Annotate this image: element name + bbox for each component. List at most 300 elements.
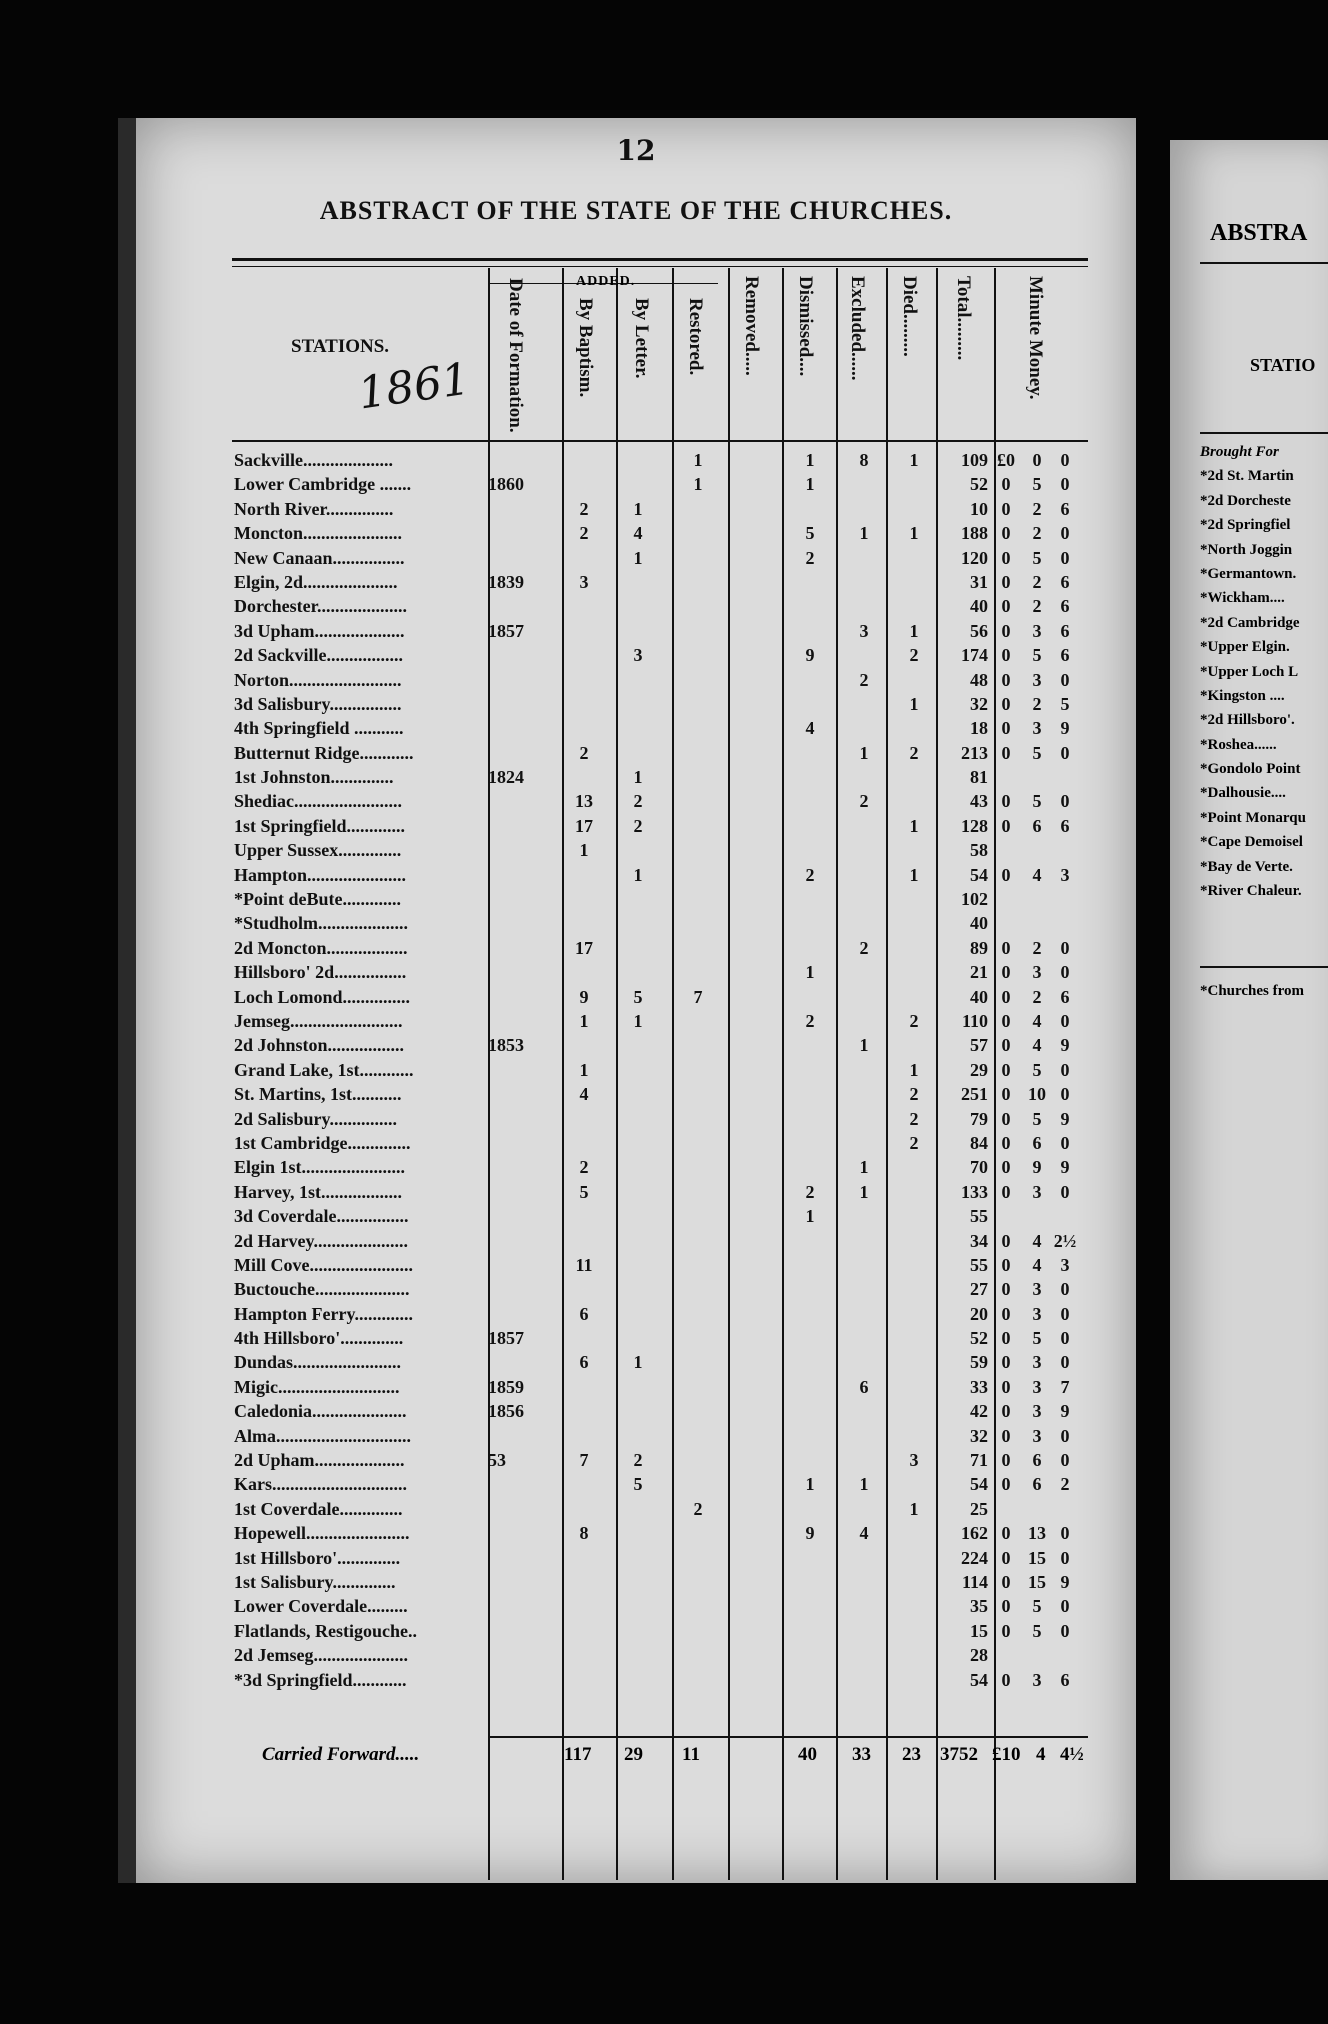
right-row: *2d Cambridge [1200,614,1300,631]
cell-name: *Studholm.................... [234,913,409,934]
cell-name: 3d Upham.................... [234,620,405,641]
cell-died: 1 [909,1059,919,1080]
table-row [232,692,1092,716]
cell-exc: 4 [859,1523,869,1544]
right-row: *Germantown. [1200,565,1297,582]
total-letter: 29 [624,1744,643,1765]
cell-m3: 0 [1060,1547,1070,1568]
cell-exc: 2 [859,791,869,812]
cell-m3: 0 [1060,1279,1070,1300]
cell-m3: 0 [1060,1328,1070,1349]
table-row [232,668,1092,692]
table-row [232,1204,1092,1228]
cell-exc: 1 [859,1157,869,1178]
cell-m1: 0 [1001,1474,1011,1495]
cell-name: Kars.............................. [234,1474,407,1495]
cell-m1: 0 [1001,571,1011,592]
date-header: Date of Formation. [505,278,526,433]
cell-tot: 10 [970,498,988,519]
table-row [232,1643,1092,1667]
right-row: *Upper Elgin. [1200,639,1290,656]
cell-bap: 17 [575,815,593,836]
total-members: 3752 [940,1744,978,1765]
cell-m2: 3 [1032,1401,1042,1422]
cell-name: 1st Cambridge.............. [234,1132,411,1153]
cell-name: Sackville.................... [234,450,394,470]
cell-m3: 6 [1060,645,1070,666]
cell-bap: 3 [579,571,589,592]
cell-name: 2d Salisbury............... [234,1108,398,1129]
right-row: *Cape Demoisel [1200,834,1303,851]
cell-died: 1 [909,620,919,641]
cell-tot: 40 [970,596,988,617]
cell-m2: 5 [1032,1596,1042,1617]
cell-tot: 89 [970,937,988,958]
table-row [232,1229,1092,1253]
cell-m3: 6 [1060,815,1070,836]
cell-m2: 3 [1032,1181,1042,1202]
carried-forward-label: Carried Forward..... [262,1744,420,1765]
cell-bap: 1 [579,1059,589,1080]
table-row [232,960,1092,984]
cell-m1: 0 [1001,1254,1011,1275]
cell-m3: 0 [1060,1181,1070,1202]
table-row [232,911,1092,935]
cell-tot: 81 [970,767,988,788]
cell-let: 5 [633,986,643,1007]
cell-m3: 0 [1060,1620,1070,1641]
cell-m2: 5 [1032,791,1042,812]
cell-tot: 114 [961,1571,988,1592]
cell-let: 1 [633,864,643,885]
cell-m2: 2 [1032,498,1042,519]
cell-name: Upper Sussex.............. [234,840,402,861]
cell-tot: 56 [970,620,988,641]
cell-tot: 40 [970,913,988,934]
cell-tot: 79 [970,1108,988,1129]
cell-tot: 35 [970,1596,988,1617]
cell-m2: 3 [1032,1352,1042,1373]
cell-date: 1857 [488,1328,524,1349]
table-row [232,619,1092,643]
cell-m1: 0 [1001,1035,1011,1056]
table-row [232,716,1092,740]
right-page-rows [1200,440,1306,903]
cell-m1: 0 [1001,742,1011,763]
cell-m3: 6 [1060,986,1070,1007]
cell-m3: 9 [1060,718,1070,739]
cell-name: Elgin, 2d..................... [234,571,398,592]
cell-m1: 0 [1001,669,1011,690]
cell-name: Lower Cambridge ....... [234,474,412,495]
cell-m1: 0 [1001,1450,1011,1471]
cell-let: 1 [633,498,643,519]
cell-tot: 70 [970,1157,988,1178]
cell-date: 1857 [488,620,524,641]
cell-bap: 17 [575,937,593,958]
letter-header: By Letter. [631,298,652,379]
cell-let: 1 [633,767,643,788]
cell-m1: 0 [1001,1376,1011,1397]
cell-exc: 1 [859,523,869,544]
cell-m2: 5 [1032,474,1042,495]
cell-tot: 55 [970,1254,988,1275]
cell-name: New Canaan................ [234,547,405,568]
cell-m2: 2 [1032,571,1042,592]
cell-m2: 4 [1032,1010,1042,1031]
cell-date: 1853 [488,1035,524,1056]
top-rule-thin [232,266,1088,267]
cell-m3: 6 [1060,620,1070,641]
table-row [232,1619,1092,1643]
cell-exc: 1 [859,1474,869,1495]
cell-m3: 6 [1060,596,1070,617]
restored-header: Restored. [685,298,706,376]
cell-let: 1 [633,1352,643,1373]
cell-m2: 2 [1032,937,1042,958]
table-row [232,887,1092,911]
cell-let: 3 [633,645,643,666]
stations-header: STATIONS. [291,336,390,357]
total-money-pounds: £10 [992,1744,1021,1765]
cell-m1: 0 [1001,1181,1011,1202]
cell-died: 3 [909,1450,919,1471]
right-row: *Upper Loch L [1200,663,1299,680]
carried-forward-row [232,1744,1092,1774]
cell-tot: 40 [970,986,988,1007]
cell-res: 1 [693,450,703,470]
table-row [232,1155,1092,1179]
cell-m2: 5 [1032,1328,1042,1349]
cell-name: Buctouche..................... [234,1279,410,1300]
table-row [232,521,1092,545]
cell-m3: 0 [1060,1132,1070,1153]
cell-tot: 188 [961,523,988,544]
table-row [232,546,1092,570]
cell-name: Moncton...................... [234,523,402,544]
table-row [232,472,1092,496]
cell-m1: 0 [1001,1547,1011,1568]
cell-name: 2d Harvey..................... [234,1230,408,1251]
cell-died: 2 [909,645,919,666]
station-rows [232,448,1092,1692]
table-row [232,1497,1092,1521]
cell-dis: 2 [805,1181,815,1202]
cell-tot: 102 [961,889,988,910]
cell-died: 2 [909,742,919,763]
cell-m3: 9 [1060,1401,1070,1422]
cell-m2: 4 [1032,1035,1042,1056]
cell-let: 4 [633,523,643,544]
total-money-shillings: 4 [1036,1744,1046,1765]
cell-let: 2 [633,815,643,836]
cell-name: 2d Moncton.................. [234,937,408,958]
right-row: Brought For [1200,444,1279,460]
cell-m2: 13 [1028,1523,1046,1544]
cell-date: 1859 [488,1376,524,1397]
cell-tot: 34 [970,1230,988,1251]
cell-m3: 0 [1060,742,1070,763]
cell-bap: 2 [579,498,589,519]
total-baptism: 117 [564,1744,592,1765]
cell-m2: 9 [1032,1157,1042,1178]
cell-bap: 1 [579,840,589,861]
cell-died: 2 [909,1010,919,1031]
cell-m2: 5 [1032,742,1042,763]
cell-name: Loch Lomond............... [234,986,411,1007]
cell-dis: 9 [805,1523,815,1544]
cell-bap: 8 [579,1523,589,1544]
cell-dis: 9 [805,645,815,666]
cell-m1: 0 [1001,1108,1011,1129]
cell-m1: 0 [1001,1523,1011,1544]
cell-m3: 0 [1060,474,1070,495]
added-header: ADDED. [576,274,636,289]
cell-m1: 0 [1001,1157,1011,1178]
cell-name: 1st Coverdale.............. [234,1498,403,1519]
header-rule [232,440,1088,442]
cell-name: Dorchester.................... [234,596,407,617]
cell-m3: 0 [1060,1523,1070,1544]
cell-m3: 0 [1060,1596,1070,1617]
cell-let: 1 [633,547,643,568]
table-row [232,1594,1092,1618]
cell-dis: 1 [805,1474,815,1495]
cell-bap: 13 [575,791,593,812]
cell-m1: 0 [1001,1328,1011,1349]
cell-tot: 251 [961,1084,988,1105]
table-row [232,814,1092,838]
cell-bap: 2 [579,1157,589,1178]
cell-m1: 0 [1001,693,1011,714]
cell-bap: 11 [575,1254,593,1275]
cell-m2: 3 [1032,718,1042,739]
cell-name: 1st Hillsboro'.............. [234,1547,401,1568]
table-row [232,1277,1092,1301]
cell-tot: 59 [970,1352,988,1373]
total-dismissed: 40 [798,1744,817,1765]
cell-m2: 5 [1032,547,1042,568]
cell-dis: 2 [805,864,815,885]
right-row: *Kingston .... [1200,687,1285,704]
table-row [232,1082,1092,1106]
table-row [232,1009,1092,1033]
cell-m2: 6 [1032,815,1042,836]
cell-m3: 9 [1060,1108,1070,1129]
cell-bap: 7 [579,1450,589,1471]
table-row [232,1570,1092,1594]
cell-date: 1824 [488,767,524,788]
table-row [232,643,1092,667]
cell-m1: 0 [1001,523,1011,544]
cell-m1: 0 [1001,718,1011,739]
cell-m3: 0 [1060,1303,1070,1324]
cell-m2: 15 [1028,1547,1046,1568]
cell-name: 2d Johnston................. [234,1035,405,1056]
cell-m2: 0 [1032,450,1042,470]
cell-m1: 0 [1001,1132,1011,1153]
cell-name: 1st Salisbury.............. [234,1571,396,1592]
cell-m2: 10 [1028,1084,1046,1105]
cell-name: Hampton Ferry............. [234,1303,413,1324]
cell-tot: 54 [970,1474,988,1495]
cell-name: 1st Johnston.............. [234,767,394,788]
cell-m2: 6 [1032,1450,1042,1471]
cell-tot: 31 [970,571,988,592]
cell-m1: 0 [1001,1303,1011,1324]
cell-m3: 2 [1060,1474,1070,1495]
cell-tot: 21 [970,962,988,983]
cell-died: 1 [909,864,919,885]
cell-name: Butternut Ridge............ [234,742,414,763]
cell-m1: 0 [1001,962,1011,983]
right-row: *2d St. Martin [1200,468,1294,485]
cell-tot: 18 [970,718,988,739]
cell-died: 1 [909,693,919,714]
cell-m2: 6 [1032,1474,1042,1495]
cell-died: 1 [909,1498,919,1519]
cell-name: 2d Upham.................... [234,1450,405,1471]
cell-m3: 5 [1060,693,1070,714]
page-number: 12 [616,134,656,167]
table-row [232,594,1092,618]
right-stations-header: STATIO [1250,355,1316,375]
table-row [232,1131,1092,1155]
cell-m1: 0 [1001,596,1011,617]
cell-name: Jemseg......................... [234,1010,403,1031]
cell-res: 7 [693,986,703,1007]
money-header: Minute Money. [1025,276,1046,400]
table-row [232,1375,1092,1399]
cell-exc: 1 [859,1035,869,1056]
cell-m3: 6 [1060,1669,1070,1690]
table-row [232,936,1092,960]
cell-m1: 0 [1001,1425,1011,1446]
table-row [232,1399,1092,1423]
cell-tot: 133 [961,1181,988,1202]
cell-tot: 29 [970,1059,988,1080]
cell-dis: 1 [805,962,815,983]
cell-m1: 0 [1001,1401,1011,1422]
cell-tot: 32 [970,693,988,714]
cell-m3: 0 [1060,669,1070,690]
cell-dis: 2 [805,547,815,568]
page-title: ABSTRACT OF THE STATE OF THE CHURCHES. [319,196,953,225]
cell-m3: 0 [1060,450,1070,470]
cell-died: 1 [909,815,919,836]
cell-m2: 5 [1032,1059,1042,1080]
right-footnote: *Churches from [1200,983,1305,999]
cell-tot: 20 [970,1303,988,1324]
cell-m3: 0 [1060,1352,1070,1373]
cell-tot: 120 [961,547,988,568]
cell-m2: 3 [1032,1303,1042,1324]
right-row: *Point Monarqu [1200,809,1306,826]
baptism-header: By Baptism. [575,298,596,398]
cell-name: 3d Salisbury................ [234,693,402,714]
cell-m2: 2 [1032,523,1042,544]
table-row [232,1668,1092,1692]
cell-m2: 2 [1032,596,1042,617]
cell-exc: 2 [859,669,869,690]
cell-m2: 6 [1032,1132,1042,1153]
cell-tot: 58 [970,840,988,861]
cell-exc: 2 [859,937,869,958]
table-row [232,1424,1092,1448]
cell-name: *Point deBute............. [234,889,402,910]
table-row [232,1253,1092,1277]
cell-tot: 71 [970,1450,988,1471]
cell-m3: 3 [1060,864,1070,885]
dismissed-header: Dismissed.... [795,276,816,377]
cell-name: Migic........................... [234,1376,400,1397]
cell-res: 2 [693,1498,703,1519]
cell-res: 1 [693,474,703,495]
cell-dis: 4 [805,718,815,739]
cell-tot: 52 [970,1328,988,1349]
cell-name: Hillsboro' 2d................ [234,962,407,983]
cell-name: 1st Springfield............. [234,815,406,836]
cell-m3: 7 [1060,1376,1070,1397]
cell-name: Mill Cove....................... [234,1254,413,1275]
died-header: Died......... [899,276,920,357]
cell-m1: £0 [997,450,1015,470]
cell-m2: 4 [1032,864,1042,885]
cell-exc: 6 [859,1376,869,1397]
cell-name: Dundas........................ [234,1352,402,1373]
cell-bap: 6 [579,1303,589,1324]
cell-m2: 4 [1032,1254,1042,1275]
cell-m2: 5 [1032,1620,1042,1641]
cell-tot: 128 [961,815,988,836]
removed-header: Removed..... [741,276,762,376]
cell-m2: 4 [1032,1230,1042,1251]
right-row: *2d Dorcheste [1200,492,1291,509]
cell-m1: 0 [1001,864,1011,885]
cell-m2: 5 [1032,645,1042,666]
cell-died: 2 [909,1084,919,1105]
table-row [232,448,1092,472]
cell-tot: 25 [970,1498,988,1519]
table-row [232,1448,1092,1472]
cell-m3: 6 [1060,498,1070,519]
cell-m1: 0 [1001,1279,1011,1300]
right-foot-rule [1200,966,1328,968]
cell-date: 53 [488,1450,506,1471]
left-page [118,118,1136,1883]
cell-name: North River............... [234,498,394,519]
right-row: *2d Springfiel [1200,517,1291,534]
cell-m1: 0 [1001,1084,1011,1105]
cell-m1: 0 [1001,937,1011,958]
total-restored: 11 [682,1744,700,1765]
cell-m1: 0 [1001,645,1011,666]
total-money-pence: 4½ [1060,1744,1084,1765]
right-row: *Wickham.... [1200,590,1285,607]
cell-bap: 6 [579,1352,589,1373]
cell-m2: 3 [1032,669,1042,690]
cell-m3: 9 [1060,1571,1070,1592]
cell-let: 5 [633,1474,643,1495]
cell-died: 2 [909,1132,919,1153]
cell-m3: 3 [1060,1254,1070,1275]
cell-m3: 9 [1060,1035,1070,1056]
cell-m1: 0 [1001,1010,1011,1031]
cell-m1: 0 [1001,1352,1011,1373]
cell-name: *3d Springfield............ [234,1669,407,1690]
cell-m3: 0 [1060,1010,1070,1031]
cell-tot: 48 [970,669,988,690]
